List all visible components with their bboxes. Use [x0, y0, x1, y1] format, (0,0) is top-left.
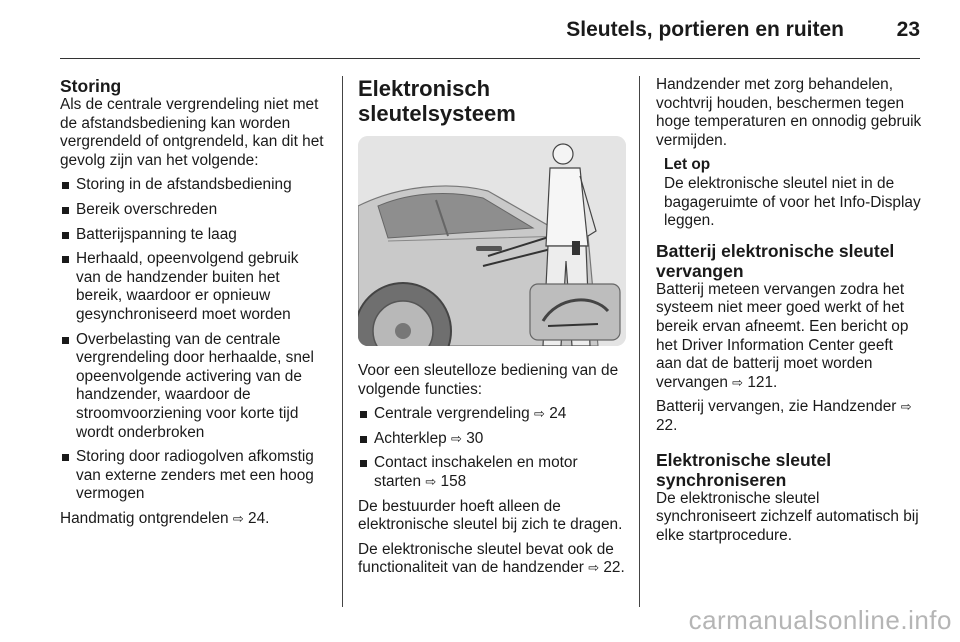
- sync-text: De elektronische sleutel synchroniseert zichzelf automatisch bij elke startprocedure.: [656, 489, 919, 544]
- page-number: 23: [896, 18, 920, 41]
- battery-text: Batterij meteen vervangen zodra het systeem niet meer goed werkt of het bereik ervan afneemt. Een bericht op het Driver Information Center geeft aan dat de batterij moet worden vervangen ⇨ 121.: [656, 280, 909, 391]
- section-heading-elektronisch-sleutelsysteem: Elektronisch sleutelsysteem: [358, 76, 516, 126]
- arrow-reference-icon: ⇨: [232, 510, 244, 526]
- page-reference-link[interactable]: 24: [549, 405, 567, 423]
- list-item: Herhaald, opeenvolgend gebruik van de handzender buiten het bereik, waardoor er opnieuw gesynchroniseerd moet worden: [60, 250, 325, 324]
- note-text: De elektronische sleutel niet in de bagageruimte of voor het Info-Display leggen.: [664, 174, 921, 230]
- arrow-reference-icon: ⇨: [451, 430, 462, 446]
- arrow-reference-icon: ⇨: [732, 374, 744, 390]
- page-reference-link[interactable]: 121.: [747, 373, 778, 391]
- keyless-functions-list: [358, 405, 626, 491]
- driver-text: De bestuurder hoeft alleen de elektronische sleutel bij zich te dragen.: [358, 497, 623, 534]
- page-reference-link[interactable]: 24.: [248, 509, 270, 527]
- list-item: Storing in de afstandsbediening: [60, 176, 325, 195]
- arrow-reference-icon: ⇨: [425, 473, 437, 489]
- list-item: Bereik overschreden: [60, 201, 325, 220]
- list-item: Storing door radiogolven afkomstig van externe zenders met een hoog vermogen: [60, 448, 325, 504]
- section-heading-storing: Storing: [60, 76, 122, 96]
- arrow-reference-icon: ⇨: [900, 399, 912, 415]
- list-item: Achterklep ⇨ 30: [358, 430, 626, 449]
- arrow-reference-icon: ⇨: [588, 560, 600, 576]
- keyless-intro: Voor een sleutelloze bediening van de volgende functies:: [358, 362, 619, 398]
- list-item: Overbelasting van de centrale vergrendeling door herhaalde, snel opeenvolgende activering van de handzender, waardoor de stroomvoorziening voor korte tijd wordt onderbroken: [60, 331, 325, 443]
- section-heading-synchroniseren: Elektronische sleutel synchroniseren: [656, 449, 832, 490]
- note-box: [656, 156, 922, 230]
- column-divider: [342, 76, 343, 607]
- page-reference-link[interactable]: 22.: [656, 416, 678, 434]
- battery-replace-text: Batterij vervangen, zie Handzender ⇨ 22.: [656, 398, 912, 434]
- care-text: Handzender met zorg behandelen, vochtvrij houden, beschermen tegen hoge temperaturen en onnodig gebruik vermijden.: [656, 76, 922, 149]
- list-item: Batterijspanning te laag: [60, 226, 325, 245]
- arrow-reference-icon: ⇨: [534, 406, 545, 422]
- column-middle: [358, 76, 626, 584]
- watermark: carmanualsonline.info: [688, 605, 952, 635]
- list-item: Contact inschakelen en motor starten ⇨ 158: [358, 454, 626, 491]
- page-reference-link[interactable]: 30: [466, 429, 484, 447]
- chapter-title: Sleutels, portieren en ruiten: [566, 18, 844, 41]
- handzender-text: De elektronische sleutel bevat ook de functionaliteit van de handzender ⇨ 22.: [358, 540, 625, 577]
- car-person-image: [358, 136, 626, 346]
- storing-list: [60, 176, 325, 504]
- column-right: [656, 76, 922, 551]
- section-heading-batterij: Batterij elektronische sleutel vervangen: [656, 240, 895, 281]
- column-left: [60, 76, 325, 534]
- column-divider: [639, 76, 640, 607]
- storing-intro: Als de centrale vergrendeling niet met de afstandsbediening kan worden vergrendeld of ontgrendeld, kan dit het gevolg zijn van het volgende:: [60, 96, 324, 169]
- page-reference-link[interactable]: 22.: [603, 559, 625, 577]
- car-keyless-entry-illustration: [358, 136, 626, 346]
- note-label: Let op: [664, 156, 711, 174]
- list-item: Centrale vergrendeling ⇨ 24: [358, 405, 626, 424]
- manual-unlock-text: Handmatig ontgrendelen ⇨ 24.: [60, 509, 270, 527]
- page-header: [60, 0, 920, 59]
- page-reference-link[interactable]: 158: [440, 472, 467, 490]
